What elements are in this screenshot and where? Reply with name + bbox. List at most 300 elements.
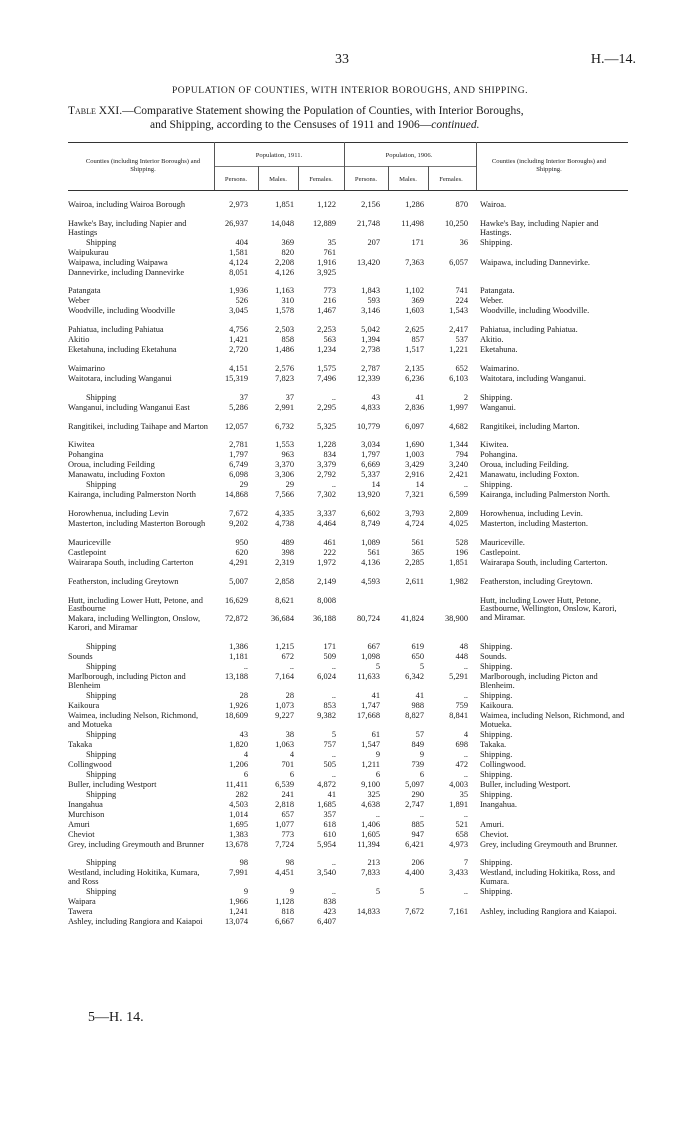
- row-value-p1: 526: [235, 296, 248, 306]
- row-value-m2: 1,102: [405, 286, 424, 296]
- row-value-m2: 290: [411, 789, 424, 799]
- row-value-f2: 6,057: [449, 257, 468, 267]
- row-value-p2: 207: [367, 237, 380, 247]
- row-value-m1: 241: [281, 789, 294, 799]
- row-county-left: Shipping: [86, 789, 117, 799]
- row-county-left: Shipping: [86, 690, 117, 700]
- row-value-m1: 7,724: [275, 839, 294, 849]
- row-value-f1: ..: [331, 749, 336, 759]
- row-value-p2: 61: [371, 729, 380, 739]
- row-value-m1: 1,486: [275, 345, 294, 355]
- row-value-p1: 43: [239, 729, 248, 739]
- row-county-right: Waitotara, including Wanganui.: [480, 374, 586, 383]
- row-county-left: Tawera: [68, 907, 93, 917]
- row-value-p1: 4,151: [229, 364, 248, 373]
- row-county-left: Eketahuna, including Eketahuna: [68, 345, 177, 355]
- row-value-p2: 1,211: [361, 759, 380, 769]
- header-right-label: Counties (including Interior Boroughs) and Shipping.: [491, 158, 607, 173]
- row-value-p1: 1,181: [229, 652, 248, 661]
- row-value-f1: 1,228: [317, 440, 336, 450]
- row-value-m1: 9: [289, 887, 294, 897]
- row-value-f2: 35: [459, 789, 468, 799]
- row-value-m2: 2,836: [405, 402, 424, 412]
- row-county-right: Ashley, including Rangiora and Kaiapoi.: [480, 907, 617, 917]
- row-county-right: Shipping.: [480, 858, 513, 868]
- row-value-p2: 593: [367, 296, 380, 306]
- row-county-right: Manawatu, including Foxton.: [480, 470, 580, 480]
- header-left-label: Counties (including Interior Boroughs) and Shipping.: [85, 158, 201, 173]
- row-value-p2: 43: [371, 392, 380, 402]
- row-value-p2: 1,089: [361, 538, 380, 547]
- row-value-p1: 282: [235, 789, 248, 799]
- col-divider: [214, 142, 215, 190]
- table-title-text-2: and Shipping, according to the Censuses of 1911 and 1906—: [150, 119, 432, 131]
- row-county-right: Shipping.: [480, 690, 513, 700]
- row-value-p2: 14,833: [356, 907, 380, 917]
- row-county-left: Patangata: [68, 286, 101, 296]
- row-value-p2: 1,747: [361, 700, 380, 710]
- row-value-f1: 171: [323, 642, 336, 651]
- row-value-f2: ..: [463, 749, 468, 759]
- header-males-1911: Males.: [269, 176, 287, 183]
- row-county-right: Kaikoura.: [480, 700, 514, 710]
- row-county-left: Takaka: [68, 739, 93, 749]
- row-county-right: Waimea, including Nelson, Richmond, and Motueka.: [480, 710, 625, 729]
- row-value-p2: 5: [375, 662, 380, 671]
- row-county-left: Kiwitea: [68, 440, 95, 450]
- row-county-right: Shipping.: [480, 769, 513, 779]
- row-value-f2: ..: [463, 690, 468, 700]
- row-value-f2: 38,900: [444, 614, 468, 624]
- row-value-f1: ..: [331, 769, 336, 779]
- row-value-f1: 757: [323, 739, 336, 749]
- row-value-f1: 3,540: [317, 868, 336, 878]
- row-value-p1: 1,383: [229, 829, 248, 839]
- row-value-m1: 2,208: [275, 257, 294, 267]
- row-county-left: Waimarino: [68, 364, 105, 373]
- row-county-right: Oroua, including Feilding.: [480, 460, 569, 470]
- row-value-f1: 509: [323, 652, 336, 661]
- row-value-f2: 1,891: [449, 799, 468, 809]
- row-value-f2: ..: [463, 662, 468, 671]
- row-value-p2: 3,034: [361, 440, 380, 450]
- row-value-m2: 6,097: [405, 421, 424, 431]
- row-county-right: Westland, including Hokitika, Ross, and Kumara.: [480, 868, 615, 887]
- row-value-f1: 216: [323, 296, 336, 306]
- row-value-p1: 29: [239, 480, 248, 490]
- row-value-p2: 1,605: [361, 829, 380, 839]
- row-value-m2: 206: [411, 858, 424, 868]
- row-value-f2: 3,240: [449, 460, 468, 470]
- row-value-f1: 505: [323, 759, 336, 769]
- row-value-m2: 650: [411, 652, 424, 661]
- row-value-f1: 1,916: [317, 257, 336, 267]
- header-males-1906: Males.: [399, 176, 417, 183]
- row-value-m1: 3,306: [275, 470, 294, 480]
- row-value-p2: 6: [375, 769, 380, 779]
- row-value-m1: 489: [281, 538, 294, 547]
- row-value-p1: 5,007: [229, 576, 248, 586]
- row-county-right: Weber.: [480, 296, 504, 306]
- row-county-left: Amuri: [68, 819, 90, 829]
- row-county-left: Wairoa, including Wairoa Borough: [68, 200, 186, 209]
- row-county-left: Pahiatua, including Pahiatua: [68, 325, 164, 335]
- row-county-left: Shipping: [86, 392, 117, 402]
- row-county-left: Shipping: [86, 480, 117, 490]
- row-value-m1: 1,077: [275, 819, 294, 829]
- row-value-p2: 2,156: [361, 200, 380, 209]
- row-value-p1: 1,014: [229, 809, 248, 819]
- row-county-right: Pahiatua, including Pahiatua.: [480, 325, 578, 335]
- row-value-m2: 171: [411, 237, 424, 247]
- row-value-f1: 761: [323, 247, 336, 257]
- row-value-m2: 6: [419, 769, 424, 779]
- row-value-p1: 7,991: [229, 868, 248, 878]
- row-value-m1: 2,991: [275, 402, 294, 412]
- row-county-right: Inangahua.: [480, 799, 517, 809]
- row-county-left: Inangahua: [68, 799, 103, 809]
- row-value-m1: 818: [281, 907, 294, 917]
- row-value-p1: 4: [243, 749, 248, 759]
- row-value-m1: 4,335: [275, 509, 294, 519]
- row-value-f2: 2,417: [449, 325, 468, 335]
- row-value-m2: 1,286: [405, 200, 424, 209]
- row-value-m2: 4,724: [405, 519, 424, 529]
- row-value-p2: 3,146: [361, 306, 380, 316]
- row-county-left: Ashley, including Rangiora and Kaiapoi: [68, 917, 203, 927]
- row-value-m1: 1,215: [275, 642, 294, 651]
- row-value-f1: 4,464: [317, 519, 336, 529]
- row-county-right: Horowhenua, including Levin.: [480, 509, 583, 519]
- row-value-p1: 1,926: [229, 700, 248, 710]
- row-value-m1: 2,858: [275, 576, 294, 586]
- row-county-left: Oroua, including Feilding: [68, 460, 155, 470]
- row-value-p2: 17,668: [356, 710, 380, 720]
- row-value-m2: 6,342: [405, 672, 424, 681]
- row-value-m2: 2,747: [405, 799, 424, 809]
- row-value-p2: 1,394: [361, 335, 380, 345]
- row-value-p2: 11,394: [357, 839, 380, 849]
- row-value-m1: 4,126: [275, 267, 294, 277]
- row-value-m1: 1,128: [275, 897, 294, 907]
- row-value-m1: 7,823: [275, 374, 294, 383]
- table-title-continued: continued.: [431, 119, 480, 131]
- row-county-right: Kairanga, including Palmerston North.: [480, 490, 611, 500]
- row-value-f1: 35: [327, 237, 336, 247]
- row-value-m2: 41: [415, 690, 424, 700]
- row-county-left: Woodville, including Woodville: [68, 306, 176, 316]
- row-value-p1: 11,411: [225, 779, 248, 789]
- row-value-f1: 2,295: [317, 402, 336, 412]
- row-value-m1: 1,063: [275, 739, 294, 749]
- row-county-left: Rangitikei, including Taihape and Marton: [68, 421, 208, 431]
- col-divider: [258, 166, 259, 190]
- row-value-m1: 6,732: [275, 421, 294, 431]
- row-value-f2: 48: [459, 642, 468, 651]
- header-mid-rule: [214, 166, 476, 167]
- table-title-text-1: —Comparative Statement showing the Population of Counties, with Interior Boroughs,: [122, 105, 524, 117]
- row-value-f1: 773: [323, 286, 336, 296]
- row-value-p2: 4,136: [361, 558, 380, 567]
- row-county-left: Kaikoura: [68, 700, 100, 710]
- row-value-p1: 15,319: [224, 374, 248, 383]
- row-value-f2: 4: [463, 729, 468, 739]
- row-value-f2: 7: [463, 858, 468, 868]
- row-value-m1: 2,319: [275, 558, 294, 567]
- row-value-f1: 618: [323, 819, 336, 829]
- row-value-m2: 3,793: [405, 509, 424, 519]
- row-value-f1: ..: [331, 858, 336, 868]
- row-county-right: Shipping.: [480, 642, 513, 651]
- row-value-m2: 5: [419, 887, 424, 897]
- row-value-m1: 1,851: [275, 200, 294, 209]
- row-value-m1: 3,370: [275, 460, 294, 470]
- row-value-m2: 885: [411, 819, 424, 829]
- row-county-left: Waipawa, including Waipawa: [68, 257, 168, 267]
- row-value-p2: 2,738: [361, 345, 380, 355]
- row-value-f2: 521: [455, 819, 468, 829]
- row-value-f1: 5,325: [317, 421, 336, 431]
- row-value-m2: 1,690: [405, 440, 424, 450]
- col-divider: [476, 142, 477, 190]
- row-county-right: Shipping.: [480, 392, 513, 402]
- row-value-p2: 8,749: [361, 519, 380, 529]
- row-value-m1: 6,667: [275, 917, 294, 927]
- row-county-left: Mauriceville: [68, 538, 111, 547]
- row-value-m1: 1,163: [275, 286, 294, 296]
- row-value-f1: 8,008: [317, 595, 336, 605]
- row-value-p1: 6: [243, 769, 248, 779]
- row-value-m1: ..: [289, 662, 294, 671]
- row-value-m1: 398: [281, 548, 294, 557]
- row-value-f1: 357: [323, 809, 336, 819]
- row-value-f1: 6,024: [317, 672, 336, 681]
- row-county-right: Shipping.: [480, 662, 513, 671]
- row-value-m1: 701: [281, 759, 294, 769]
- row-value-f1: 36,188: [312, 614, 336, 624]
- row-value-f2: 1,982: [449, 576, 468, 586]
- row-value-p2: 21,748: [356, 218, 380, 228]
- row-value-p1: 1,386: [229, 642, 248, 651]
- row-value-f2: 652: [455, 364, 468, 373]
- row-county-right: Shipping.: [480, 480, 513, 490]
- row-value-f1: ..: [331, 392, 336, 402]
- row-value-m1: 7,164: [275, 672, 294, 681]
- row-value-m2: 6,421: [405, 839, 424, 849]
- row-value-f2: 1,543: [449, 306, 468, 316]
- row-value-f2: 1,997: [449, 402, 468, 412]
- row-value-p1: 2,720: [229, 345, 248, 355]
- row-value-p2: ..: [375, 809, 380, 819]
- row-value-m1: 1,578: [275, 306, 294, 316]
- row-value-f2: 8,841: [449, 710, 468, 720]
- row-value-f2: 1,221: [449, 345, 468, 355]
- row-county-left: Castlepoint: [68, 548, 107, 557]
- row-value-f1: 563: [323, 335, 336, 345]
- row-value-m1: 858: [281, 335, 294, 345]
- row-value-f2: 741: [455, 286, 468, 296]
- row-value-f2: 7,161: [449, 907, 468, 917]
- row-county-right: Pohangina.: [480, 450, 518, 460]
- row-value-m2: 2,625: [405, 325, 424, 335]
- row-county-left: Marlborough, including Picton and Blenheim: [68, 672, 186, 690]
- row-value-f1: 6,407: [317, 917, 336, 927]
- row-value-m1: 2,576: [275, 364, 294, 373]
- row-value-p2: 9,100: [361, 779, 380, 789]
- row-value-f1: 12,889: [312, 218, 336, 228]
- row-value-p2: 10,779: [356, 421, 380, 431]
- row-county-right: Marlborough, including Picton and Blenheim.: [480, 672, 598, 690]
- row-value-m2: 739: [411, 759, 424, 769]
- row-value-p2: 4,638: [361, 799, 380, 809]
- row-value-f2: 196: [455, 548, 468, 557]
- row-value-f1: ..: [331, 690, 336, 700]
- row-value-p2: 80,724: [356, 614, 380, 624]
- row-value-f1: 7,496: [317, 374, 336, 383]
- row-value-p1: 7,672: [229, 509, 248, 519]
- row-value-p1: 18,609: [224, 710, 248, 720]
- row-value-f1: 610: [323, 829, 336, 839]
- row-value-m1: 657: [281, 809, 294, 819]
- row-value-p2: 41: [371, 690, 380, 700]
- header-population-1911: Population, 1911.: [255, 152, 303, 159]
- row-value-f2: 36: [459, 237, 468, 247]
- row-county-left: Wairarapa South, including Carterton: [68, 558, 194, 567]
- row-county-right: Amuri.: [480, 819, 504, 829]
- row-value-p2: 667: [367, 642, 380, 651]
- row-value-p1: 12,057: [224, 421, 248, 431]
- row-value-p2: 4,593: [361, 576, 380, 586]
- col-divider: [344, 142, 345, 190]
- row-value-p1: 404: [235, 237, 248, 247]
- row-value-f1: 2,792: [317, 470, 336, 480]
- row-value-m2: 41: [415, 392, 424, 402]
- row-county-right: Akitio.: [480, 335, 504, 345]
- row-county-right: Wairarapa South, including Carterton.: [480, 558, 608, 567]
- row-value-m2: 1,003: [405, 450, 424, 460]
- population-table-body: [68, 201, 628, 961]
- header-persons-1911: Persons.: [224, 176, 248, 183]
- row-value-f1: 222: [323, 548, 336, 557]
- row-county-right: Masterton, including Masterton.: [480, 519, 588, 529]
- row-value-p1: 950: [235, 538, 248, 547]
- row-value-f1: 423: [323, 907, 336, 917]
- row-value-p1: 26,937: [224, 218, 248, 228]
- row-county-left: Masterton, including Masterton Borough: [68, 519, 206, 529]
- page-reference: H.—14.: [590, 52, 636, 67]
- row-value-f1: 5: [331, 729, 336, 739]
- row-value-m2: 849: [411, 739, 424, 749]
- row-value-f1: ..: [331, 887, 336, 897]
- row-value-f2: 224: [455, 296, 468, 306]
- row-value-p1: 72,872: [224, 614, 248, 624]
- row-value-m2: 369: [411, 296, 424, 306]
- page-header: [0, 52, 700, 72]
- row-value-m2: 365: [411, 548, 424, 557]
- row-value-m1: 14,048: [270, 218, 294, 228]
- row-value-p1: 1,936: [229, 286, 248, 296]
- row-value-p1: 13,074: [224, 917, 248, 927]
- row-value-m2: 7,672: [405, 907, 424, 917]
- row-county-left: Wanganui, including Wanganui East: [68, 402, 190, 412]
- row-county-right: Castlepoint.: [480, 548, 521, 557]
- row-value-f1: 3,925: [317, 267, 336, 277]
- row-value-m2: 2,135: [405, 364, 424, 373]
- row-value-f2: 1,851: [449, 558, 468, 567]
- row-value-m2: 5,097: [405, 779, 424, 789]
- row-value-m2: 6,236: [405, 374, 424, 383]
- row-county-right: Shipping.: [480, 887, 513, 897]
- row-county-right: Hawke's Bay, including Napier and Hastings.: [480, 218, 599, 237]
- row-value-p2: 11,633: [357, 672, 380, 681]
- row-value-f2: 1,344: [449, 440, 468, 450]
- header-top-rule: [68, 142, 628, 143]
- row-county-left: Shipping: [86, 858, 117, 868]
- row-value-f1: 1,685: [317, 799, 336, 809]
- header-persons-1906: Persons.: [354, 176, 378, 183]
- row-value-p1: 98: [239, 858, 248, 868]
- row-value-p1: 16,629: [224, 595, 248, 605]
- row-county-left: Shipping: [86, 729, 117, 739]
- row-county-right: Sounds.: [480, 652, 507, 661]
- row-value-p1: 6,749: [229, 460, 248, 470]
- row-county-left: Hawke's Bay, including Napier and Hastings: [68, 218, 187, 237]
- row-value-p2: 1,547: [361, 739, 380, 749]
- row-county-right: Kiwitea.: [480, 440, 509, 450]
- row-value-m1: 7,566: [275, 490, 294, 500]
- row-value-f1: 2,149: [317, 576, 336, 586]
- row-value-m1: 310: [281, 296, 294, 306]
- row-county-left: Horowhenua, including Levin: [68, 509, 169, 519]
- row-value-m1: 28: [285, 690, 294, 700]
- row-value-p2: 5: [375, 887, 380, 897]
- header-population-1906: Population, 1906.: [385, 152, 433, 159]
- row-value-f1: 5,954: [317, 839, 336, 849]
- row-value-f2: 3,433: [449, 868, 468, 878]
- row-value-f2: 870: [455, 200, 468, 209]
- row-value-m2: 41,824: [400, 614, 424, 624]
- row-value-p1: 1,421: [229, 335, 248, 345]
- row-value-p2: 5,337: [361, 470, 380, 480]
- row-value-f2: ..: [463, 809, 468, 819]
- row-county-right: Shipping.: [480, 749, 513, 759]
- row-value-m2: 7,321: [405, 490, 424, 500]
- row-value-p1: 9: [243, 887, 248, 897]
- row-value-m2: 14: [415, 480, 424, 490]
- main-title: POPULATION OF COUNTIES, WITH INTERIOR BOROUGHS, AND SHIPPING.: [172, 86, 528, 96]
- row-county-left: Shipping: [86, 749, 117, 759]
- row-value-m2: 11,498: [401, 218, 424, 228]
- row-value-f2: 4,003: [449, 779, 468, 789]
- row-value-p1: 28: [239, 690, 248, 700]
- row-value-p2: 213: [367, 858, 380, 868]
- row-value-p1: 14,868: [224, 490, 248, 500]
- row-value-f1: 838: [323, 897, 336, 907]
- row-value-f1: 3,379: [317, 460, 336, 470]
- row-value-f2: 2,421: [449, 470, 468, 480]
- row-value-m2: 7,363: [405, 257, 424, 267]
- row-county-right: Takaka.: [480, 739, 507, 749]
- row-county-right: Waipawa, including Dannevirke.: [480, 257, 591, 267]
- row-county-left: Shipping: [86, 887, 117, 897]
- row-county-right: Eketahuna.: [480, 345, 518, 355]
- row-value-p1: 1,820: [229, 739, 248, 749]
- row-value-p2: 325: [367, 789, 380, 799]
- row-value-m1: 8,621: [275, 595, 294, 605]
- row-value-f1: 2,253: [317, 325, 336, 335]
- row-value-f1: 1,575: [317, 364, 336, 373]
- row-county-right: Featherston, including Greytown.: [480, 576, 593, 586]
